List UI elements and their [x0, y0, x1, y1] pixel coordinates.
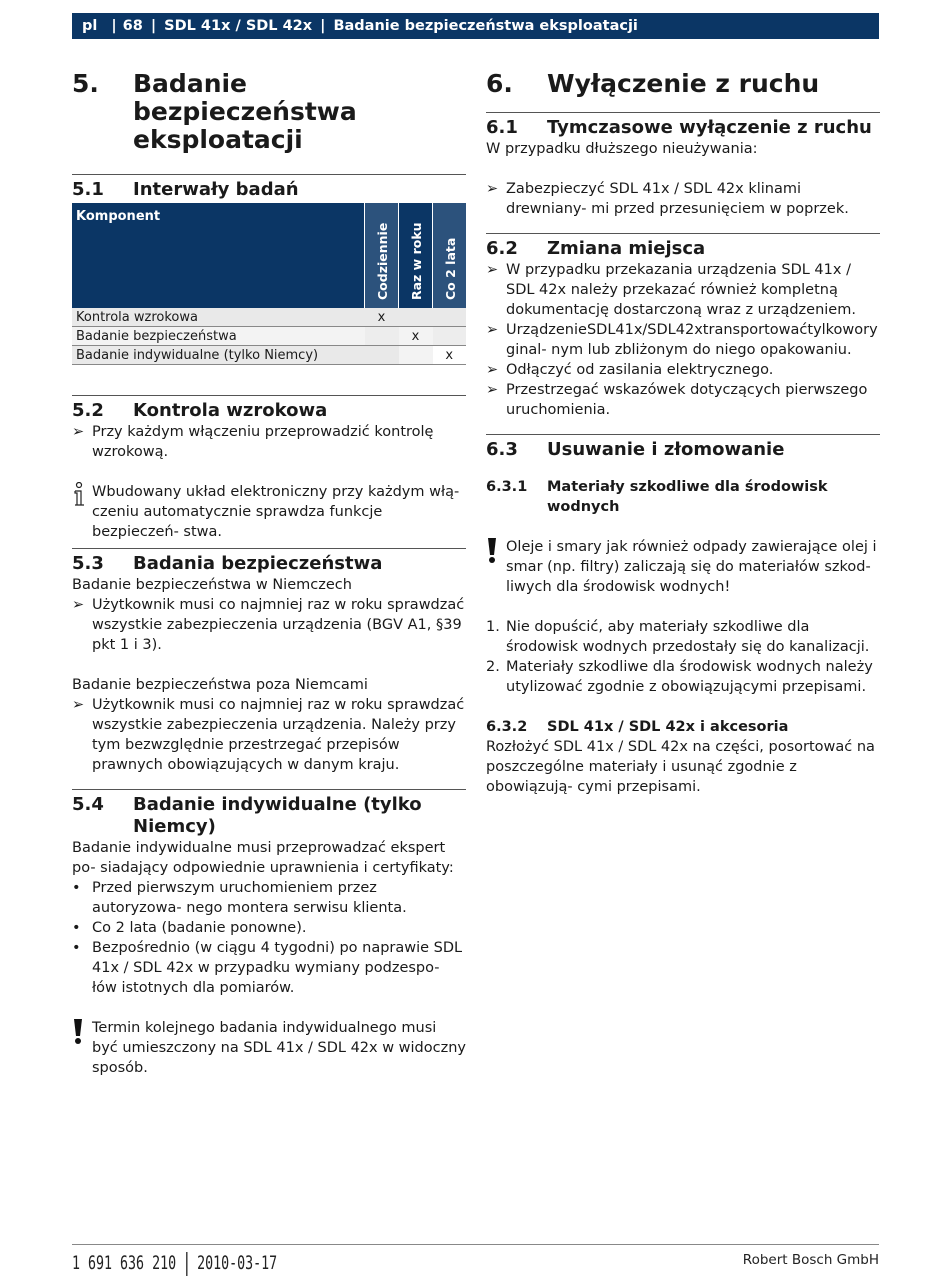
table-row: [72, 327, 466, 346]
section-6-heading: [486, 70, 880, 98]
header-label: Raz w roku: [408, 222, 424, 300]
section-number: 5.2: [72, 400, 104, 421]
list-item: [486, 657, 880, 697]
list-item-text: Co 2 lata (badanie ponowne).: [92, 920, 307, 936]
section-title: Usuwanie i złomowanie: [547, 439, 785, 460]
paragraph: Rozłożyć SDL 41x / SDL 42x na części, posortować na poszczególne materiały i usunąć zgodnie z obowiązują- cymi przepisami.: [486, 739, 875, 795]
section-6-3-heading: [486, 439, 880, 461]
list-item-text: Przy każdym włączeniu przeprowadzić kontrolę wzrokową.: [92, 424, 434, 460]
list-item-text: Przestrzegać wskazówek dotyczących pierwszego uruchomienia.: [506, 382, 868, 418]
header-label: Co 2 lata: [442, 237, 458, 300]
arrow-bullet-icon: ➢: [486, 262, 499, 278]
page-header: [72, 13, 879, 39]
table-cell: [365, 327, 399, 346]
header-section: Badanie bezpieczeństwa eksploatacji: [333, 18, 638, 34]
table-row: [72, 346, 466, 365]
header-sep: |: [150, 18, 157, 34]
bullet-icon: •: [72, 940, 81, 956]
table-cell: Badanie indywidualne (tylko Niemcy): [72, 346, 365, 365]
section-number: 5.1: [72, 179, 104, 200]
list-item-text: Użytkownik musi co najmniej raz w roku sprawdzać wszystkie zabezpieczenia urządzenia (BGV A1, §39 pkt 1 i 3).: [92, 597, 465, 653]
left-column: [72, 60, 466, 1078]
list-item: [72, 878, 466, 918]
table-cell: [433, 308, 467, 327]
section-number: 6.: [486, 69, 513, 98]
section-title: Tymczasowe wyłączenie z ruchu: [547, 117, 872, 138]
section-5-1-heading: [72, 179, 466, 201]
list-item-text: Odłączyć od zasilania elektrycznego.: [506, 362, 774, 378]
table-header-yearly: [399, 203, 433, 308]
doc-date: 2010-03-17: [197, 1252, 278, 1274]
list-item: [72, 595, 466, 655]
section-5-3-heading: [72, 553, 466, 575]
list-item: [486, 617, 880, 657]
section-number: 6.2: [486, 238, 518, 259]
list-item: [72, 918, 466, 938]
section-title: Interwały badań: [133, 179, 299, 200]
section-6-1-heading: [486, 117, 880, 139]
note-text: Wbudowany układ elektroniczny przy każdym włą- czeniu automatycznie sprawdza funkcje bezpieczeń- stwa.: [92, 484, 460, 540]
arrow-bullet-icon: ➢: [72, 424, 85, 440]
table-cell: Badanie bezpieczeństwa: [72, 327, 365, 346]
section-5-heading: [72, 70, 466, 154]
section-number: 5.4: [72, 794, 104, 815]
table-header-daily: [365, 203, 399, 308]
doc-number: 1 691 636 210: [72, 1252, 177, 1274]
section-title: Badania bezpieczeństwa: [133, 553, 383, 574]
table-cell: x: [399, 327, 433, 346]
exclamation-icon: [486, 537, 506, 597]
list-item: [486, 380, 880, 420]
info-note: [72, 482, 466, 542]
section-6-3-1-heading: [486, 477, 880, 517]
table-cell: [365, 346, 399, 365]
right-column: [486, 60, 880, 797]
table-cell: [433, 327, 467, 346]
table-cell: [399, 346, 433, 365]
section-number: 6.1: [486, 117, 518, 138]
list-item-text: UrządzenieSDL41x/SDL42xtransportowaćtylkoworyginal- nym lub zbliżonym do niego opakowaniu.: [506, 322, 878, 358]
list-item-text: Zabezpieczyć SDL 41x / SDL 42x klinami drewniany- mi przed przesunięciem w poprzek.: [506, 181, 849, 217]
section-title: SDL 41x / SDL 42x i akcesoria: [547, 719, 789, 735]
footer-rule: [72, 1244, 879, 1245]
section-number: 6.3.1: [486, 479, 528, 495]
warning-note: [72, 1018, 466, 1078]
header-model: SDL 41x / SDL 42x: [164, 18, 313, 34]
table-row: [72, 308, 466, 327]
section-6-2-heading: [486, 238, 880, 260]
warning-text: Oleje i smary jak również odpady zawierające olej i smar (np. filtry) zaliczają się do materiałów szkod- liwych dla środowisk wodnych!: [506, 539, 877, 595]
header-sep: |: [111, 18, 117, 34]
arrow-bullet-icon: ➢: [486, 382, 499, 398]
list-item: [72, 695, 466, 775]
table-cell: [399, 308, 433, 327]
list-item: [72, 422, 466, 462]
section-number: 5.: [72, 69, 99, 98]
paragraph: Badanie bezpieczeństwa poza Niemcami: [72, 677, 368, 693]
list-item-text: W przypadku przekazania urządzenia SDL 41x / SDL 42x należy przekazać również kompletną dokumentację dostarczoną wraz z urządzeniem.: [506, 262, 856, 318]
list-item: [72, 938, 466, 998]
paragraph: Badanie bezpieczeństwa w Niemczech: [72, 577, 352, 593]
bullet-icon: •: [72, 880, 81, 896]
section-5-2-heading: [72, 400, 466, 422]
arrow-bullet-icon: ➢: [72, 597, 85, 613]
arrow-bullet-icon: ➢: [486, 362, 499, 378]
footer-company: Robert Bosch GmbH: [742, 1252, 879, 1268]
paragraph: W przypadku dłuższego nieużywania:: [486, 141, 758, 157]
header-sep: |: [320, 18, 326, 34]
arrow-bullet-icon: ➢: [486, 181, 499, 197]
section-title: Materiały szkodliwe dla środowisk wodnych: [547, 479, 828, 515]
section-title: Zmiana miejsca: [547, 238, 706, 259]
section-5-4-heading: [72, 794, 466, 838]
section-title: Badanie indywidualne (tylko Niemcy): [133, 794, 422, 837]
section-title: Wyłączenie z ruchu: [547, 69, 820, 98]
table-header-biennial: [433, 203, 467, 308]
warning-text: Termin kolejnego badania indywidualnego musi być umieszczony na SDL 41x / SDL 42x w widoczny sposób.: [92, 1020, 466, 1076]
intervals-table: [72, 203, 466, 365]
exclamation-icon: [72, 1018, 92, 1078]
step-number: 1.: [486, 619, 500, 635]
section-number: 6.3: [486, 439, 518, 460]
table-cell: x: [433, 346, 467, 365]
section-number: 6.3.2: [486, 719, 528, 735]
header-lang: pl: [82, 18, 98, 34]
list-item: [486, 260, 880, 320]
list-item-text: Materiały szkodliwe dla środowisk wodnych należy utylizować zgodnie z obowiązującymi przepisami.: [506, 659, 873, 695]
paragraph: Badanie indywidualne musi przeprowadzać ekspert po- siadający odpowiednie uprawnienia i certyfikaty:: [72, 840, 454, 876]
warning-note: [486, 537, 880, 597]
section-6-3-2-heading: [486, 717, 880, 737]
step-number: 2.: [486, 659, 500, 675]
header-label: Codziennie: [374, 222, 390, 300]
list-item: [486, 179, 880, 219]
info-icon: [72, 482, 92, 542]
footer-doc-info: [72, 1252, 277, 1276]
table-cell: Kontrola wzrokowa: [72, 308, 365, 327]
list-item-text: Użytkownik musi co najmniej raz w roku sprawdzać wszystkie zabezpieczenia urządzenia. Należy przy tym bezwzględnie przestrzegać przepisów prawnych obowiązujących w danym kraju.: [92, 697, 465, 773]
list-item: [486, 320, 880, 360]
footer-separator: [186, 1252, 187, 1276]
bullet-icon: •: [72, 920, 81, 936]
header-page: 68: [122, 18, 143, 34]
list-item-text: Przed pierwszym uruchomieniem przez autoryzowa- nego montera serwisu klienta.: [92, 880, 407, 916]
section-title: Badanie bezpieczeństwa eksploatacji: [133, 69, 357, 154]
list-item-text: Nie dopuścić, aby materiały szkodliwe dla środowisk wodnych przedostały się do kanalizacji.: [506, 619, 870, 655]
section-number: 5.3: [72, 553, 104, 574]
section-title: Kontrola wzrokowa: [133, 400, 328, 421]
table-cell: x: [365, 308, 399, 327]
arrow-bullet-icon: ➢: [486, 322, 499, 338]
table-header-component: Komponent: [72, 203, 365, 308]
list-item-text: Bezpośrednio (w ciągu 4 tygodni) po naprawie SDL 41x / SDL 42x w przypadku wymiany podzespo- łów istotnych dla pomiarów.: [92, 940, 463, 996]
list-item: [486, 360, 880, 380]
arrow-bullet-icon: ➢: [72, 697, 85, 713]
